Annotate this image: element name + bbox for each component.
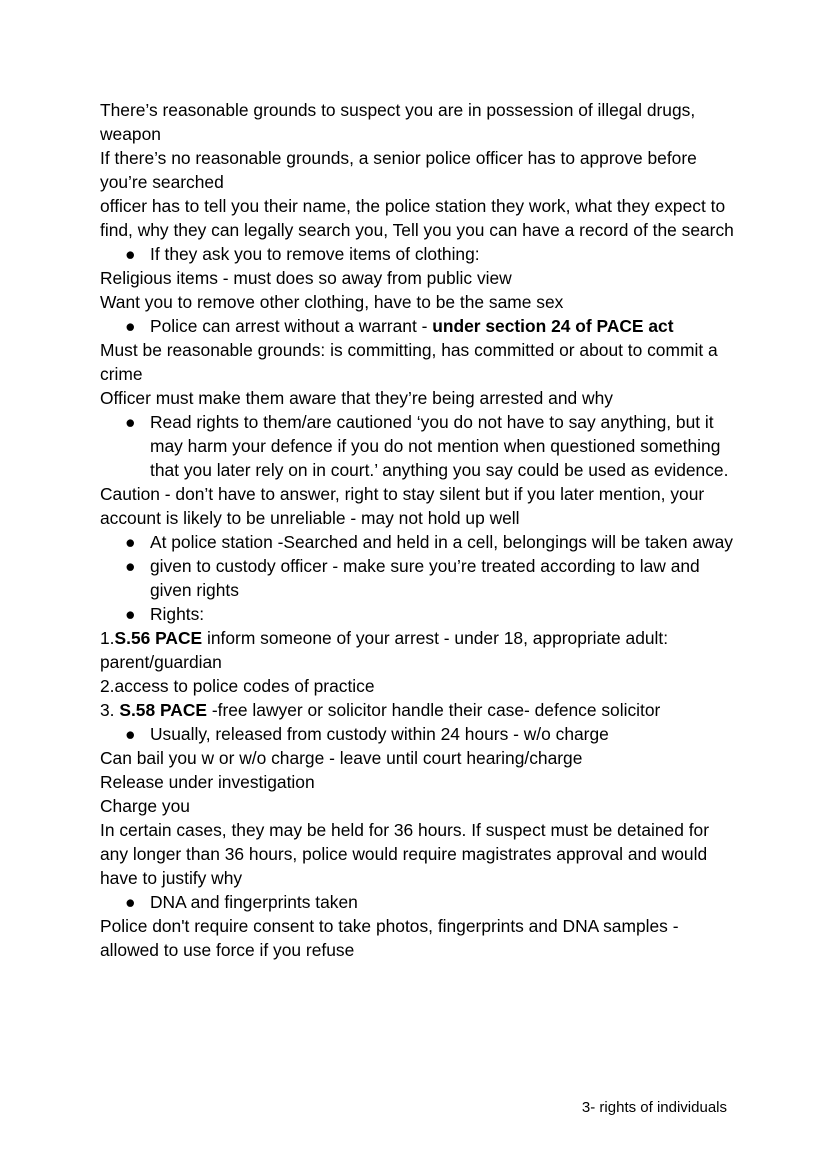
paragraph bbox=[100, 698, 740, 722]
page-footer: 3- rights of individuals bbox=[581, 1099, 727, 1116]
bullet-item bbox=[100, 314, 740, 338]
bullet-item bbox=[100, 530, 740, 554]
paragraph bbox=[100, 794, 740, 818]
text-run: Release under investigation bbox=[100, 772, 315, 792]
text-run: There’s reasonable grounds to suspect you are in possession of illegal drugs, weapon bbox=[100, 100, 696, 144]
text-run: Charge you bbox=[100, 796, 190, 816]
text-run: 3. bbox=[100, 700, 120, 720]
bold-text: S.58 PACE bbox=[119, 700, 207, 720]
paragraph bbox=[100, 626, 740, 674]
paragraph bbox=[100, 290, 740, 314]
paragraph bbox=[100, 746, 740, 770]
paragraph bbox=[100, 818, 740, 890]
bullet-item bbox=[100, 554, 740, 602]
text-run: Rights: bbox=[150, 604, 205, 624]
paragraph bbox=[100, 194, 740, 242]
bullet-icon: ● bbox=[125, 244, 136, 264]
bullet-item bbox=[100, 890, 740, 914]
paragraph bbox=[100, 98, 740, 146]
text-run: Police don't require consent to take photos, fingerprints and DNA samples - allowed to use force if you refuse bbox=[100, 916, 679, 960]
bold-text: under section 24 of PACE act bbox=[432, 316, 674, 336]
text-run: given to custody officer - make sure you’re treated according to law and given rights bbox=[150, 556, 700, 600]
paragraph bbox=[100, 914, 740, 962]
bullet-icon: ● bbox=[125, 316, 136, 336]
paragraph bbox=[100, 770, 740, 794]
text-run: Read rights to them/are cautioned ‘you do not have to say anything, but it may harm your defence if you do not mention when questioned something that you later rely on in court.’ anything you say could be used as evidence. bbox=[150, 412, 729, 480]
bullet-icon: ● bbox=[125, 892, 136, 912]
paragraph bbox=[100, 146, 740, 194]
bullet-icon: ● bbox=[125, 532, 136, 552]
paragraph bbox=[100, 482, 740, 530]
bullet-item bbox=[100, 602, 740, 626]
bold-text: S.56 PACE bbox=[114, 628, 203, 648]
text-run: Usually, released from custody within 24 hours - w/o charge bbox=[150, 724, 609, 744]
bullet-item bbox=[100, 410, 740, 482]
paragraph bbox=[100, 266, 740, 290]
text-run: Religious items - must does so away from public view bbox=[100, 268, 512, 288]
text-run: In certain cases, they may be held for 36 hours. If suspect must be detained for any longer than 36 hours, police would require magistrates approval and would have to justify why bbox=[100, 820, 710, 888]
paragraph bbox=[100, 386, 740, 410]
text-run: Caution - don’t have to answer, right to stay silent but if you later mention, your account is likely to be unreliable - may not hold up well bbox=[100, 484, 705, 528]
text-run: If they ask you to remove items of clothing: bbox=[150, 244, 480, 264]
text-run: Officer must make them aware that they’re being arrested and why bbox=[100, 388, 613, 408]
text-run: -free lawyer or solicitor handle their case- defence solicitor bbox=[206, 700, 661, 720]
text-run: officer has to tell you their name, the police station they work, what they expect to find, why they can legally search you, Tell you you can have a record of the search bbox=[100, 196, 734, 240]
text-run: Police can arrest without a warrant - bbox=[150, 316, 433, 336]
bullet-icon: ● bbox=[125, 604, 136, 624]
text-run: Must be reasonable grounds: is committing, has committed or about to commit a crime bbox=[100, 340, 718, 384]
text-run: 2.access to police codes of practice bbox=[100, 676, 375, 696]
bullet-item bbox=[100, 242, 740, 266]
text-run: Want you to remove other clothing, have to be the same sex bbox=[100, 292, 564, 312]
bullet-item bbox=[100, 722, 740, 746]
document-body bbox=[100, 98, 740, 962]
text-run: At police station -Searched and held in a cell, belongings will be taken away bbox=[150, 532, 733, 552]
bullet-icon: ● bbox=[125, 724, 136, 744]
text-run: inform someone of your arrest - under 18, appropriate adult: parent/guardian bbox=[100, 628, 669, 672]
paragraph bbox=[100, 338, 740, 386]
text-run: DNA and fingerprints taken bbox=[150, 892, 358, 912]
bullet-icon: ● bbox=[125, 556, 136, 576]
paragraph bbox=[100, 674, 740, 698]
bullet-icon: ● bbox=[125, 412, 136, 432]
text-run: 1. bbox=[100, 628, 115, 648]
text-run: Can bail you w or w/o charge - leave until court hearing/charge bbox=[100, 748, 583, 768]
text-run: If there’s no reasonable grounds, a senior police officer has to approve before you’re searched bbox=[100, 148, 697, 192]
